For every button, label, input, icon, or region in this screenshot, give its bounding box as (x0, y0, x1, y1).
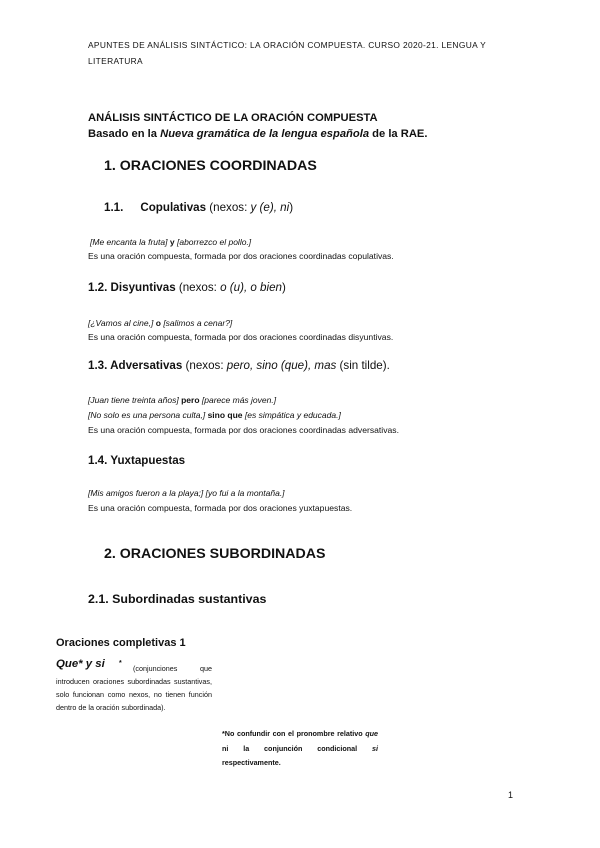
adversativas-nexos-open: (nexos: (182, 359, 227, 372)
disyuntivas-heading (88, 281, 286, 294)
disyuntivas-close: ) (281, 281, 286, 294)
header-line-1: APUNTES DE ANÁLISIS SINTÁCTICO: LA ORACIÓN COMPUESTA. CURSO 2020-21. LENGUA Y (88, 40, 487, 50)
copulativas-close: ) (289, 201, 294, 214)
disyuntivas-nexos-open: (nexos: (175, 281, 221, 294)
conjunction-note: (conjunciones que introducen oraciones subordinadas sustantivas, solo funcionan como nexos, no tienen función dentro de la oración subordinada). (56, 664, 212, 712)
example-clause-a: [Juan tiene treinta años] (88, 395, 179, 405)
example-clause-b: [salimos a cenar?] (163, 318, 233, 328)
example-nexo: sino que (207, 410, 243, 420)
footnote-que: que (365, 729, 378, 738)
adversativas-heading (88, 359, 390, 372)
example-nexo: pero (181, 395, 200, 405)
running-header (88, 37, 518, 69)
example-clause-a: [No solo es una persona culta,] (88, 410, 206, 420)
footnote-pre: *No confundir con el pronombre relativo (222, 729, 366, 738)
disyuntivas-nexos: o (u), o bien (220, 281, 282, 294)
copulativas-description: Es una oración compuesta, formada por dos oraciones coordinadas copulativas. (88, 251, 394, 261)
footnote (222, 727, 378, 771)
footnote-post: respectivamente. (222, 758, 281, 767)
section-2-heading: 2. ORACIONES SUBORDINADAS (104, 546, 326, 562)
que-si-star: * (119, 660, 122, 667)
copulativas-nexos-open: (nexos: (206, 201, 251, 214)
adversativas-description: Es una oración compuesta, formada por dos oraciones coordinadas adversativas. (88, 425, 399, 435)
example-clause-b: [parece más joven.] (201, 395, 277, 405)
section-1-heading: 1. ORACIONES COORDINADAS (104, 158, 317, 174)
adversativas-close: (sin tilde). (336, 359, 390, 372)
yuxtapuestas-heading (88, 454, 185, 467)
sustantivas-name: 2.1. Subordinadas sustantivas (88, 592, 267, 606)
copulativas-nexos: y (e), ni (250, 201, 290, 214)
document-subtitle (88, 126, 428, 142)
adversativas-example-1 (88, 393, 276, 408)
example-clause-b: [aborrezco el pollo.] (176, 237, 252, 247)
yuxtapuestas-name: 1.4. Yuxtapuestas (88, 454, 186, 467)
yuxtapuestas-description: Es una oración compuesta, formada por dos oraciones yuxtapuestas. (88, 503, 353, 513)
footnote-si: si (372, 743, 378, 753)
copulativas-num: 1.1. (104, 201, 124, 214)
completivas-heading: Oraciones completivas 1 (56, 637, 186, 649)
subtitle-pre: Basado en la (88, 128, 161, 140)
adversativas-name: 1.3. Adversativas (88, 359, 183, 372)
sustantivas-heading (88, 592, 266, 606)
adversativas-nexos: pero, sino (que), mas (226, 359, 337, 372)
example-nexo: o (155, 318, 161, 328)
adversativas-example-2 (88, 408, 341, 423)
copulativas-example (90, 235, 251, 250)
header-line-2: LITERATURA (88, 56, 143, 66)
disyuntivas-name: 1.2. Disyuntivas (88, 281, 176, 294)
example-clause-a: [Me encanta la fruta] (90, 237, 168, 247)
copulativas-name: Copulativas (140, 201, 207, 214)
example-clause-a: [¿Vamos al cine,] (88, 318, 154, 328)
copulativas-heading (104, 201, 293, 214)
example-clause-b: [es simpática y educada.] (244, 410, 341, 420)
example-nexo: y (169, 237, 175, 247)
que-si-label: Que* y si (56, 658, 105, 670)
document-title: ANÁLISIS SINTÁCTICO DE LA ORACIÓN COMPUESTA (88, 112, 378, 124)
disyuntivas-example (88, 316, 232, 331)
subtitle-book: Nueva gramática de la lengua española (160, 128, 370, 140)
yuxtapuestas-example: [Mis amigos fueron a la playa;] [yo fui a la montaña.] (88, 488, 285, 498)
disyuntivas-description: Es una oración compuesta, formada por dos oraciones coordinadas disyuntivas. (88, 332, 394, 342)
subtitle-post: de la RAE. (369, 128, 428, 140)
page-number: 1 (508, 790, 514, 800)
footnote-mid: ni la conjunción condicional (222, 743, 372, 753)
